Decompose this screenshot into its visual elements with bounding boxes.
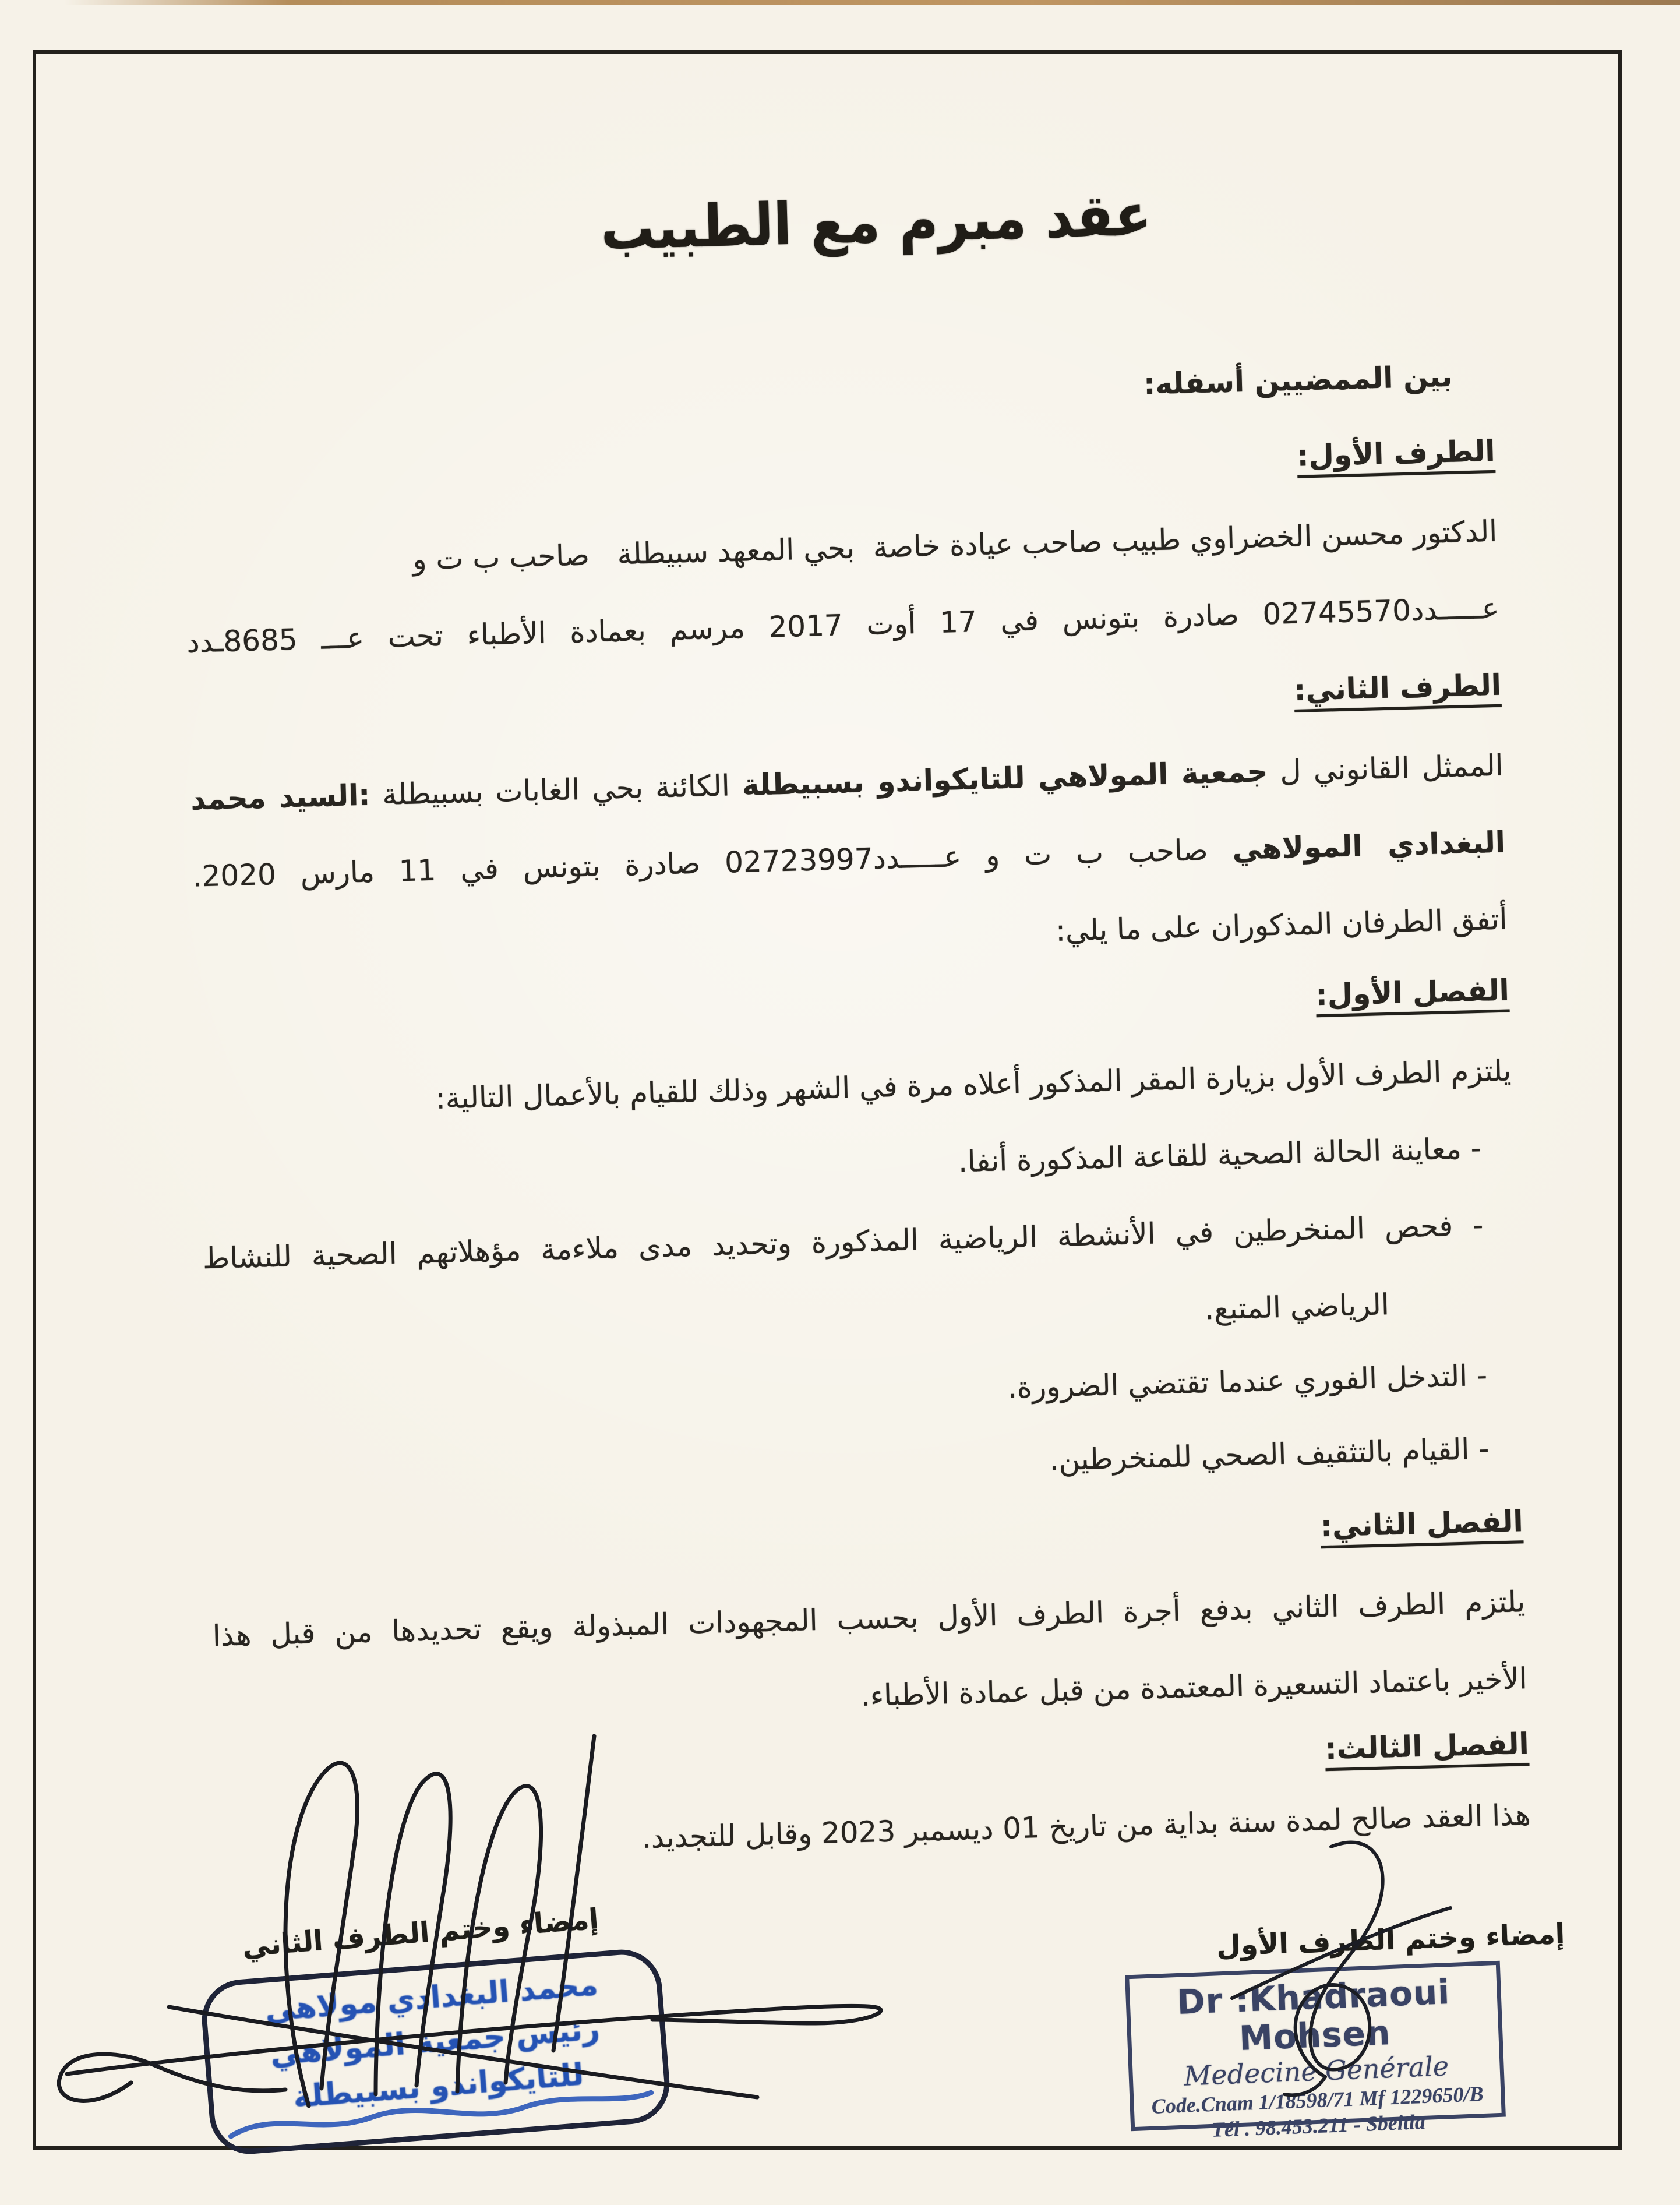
party1-line2: عـــــدد02745570 صادرة بتونس في 17 أوت 2017 مرسم بعمادة الأطباء تحت عـــ 8685ـدد [186, 591, 1500, 659]
stamp-cnam-code: Code.Cnam 1/18598/71 Mf 1229650/B [1150, 2082, 1484, 2118]
chapter1-intro: يلتزم الطرف الأول بزيارة المقر المذكور أعلاه مرة في الشهر وذلك للقيام بالأعمال التالية: [435, 1053, 1512, 1116]
party2-line1-association-name: جمعية المولاهي للتايكواندو بسبيطلة [741, 754, 1269, 802]
first-party-handwritten-signature [1206, 1832, 1456, 2106]
document-title: عقد مبرم مع الطبيب [599, 181, 1152, 263]
stamp-doctor-specialty: Medecine Générale [1183, 2050, 1450, 2092]
party2-heading: الطرف الثاني: [1293, 668, 1502, 708]
stamp-person-title: رئيس جمعية المولاهي [269, 2011, 601, 2073]
chapter1-bullet-2-continuation: الرياضي المتبع. [1204, 1287, 1390, 1326]
chapter1-bullet-2: - فحص المنخرطين في الأنشطة الرياضية المذكورة وتحديد مدى ملاءمة مؤهلاتهم الصحية للنشاط [202, 1208, 1484, 1276]
agreement-line: أتفق الطرفان المذكوران على ما يلي: [1055, 902, 1508, 948]
second-party-handwritten-signature [35, 1733, 909, 2135]
stamp-phone-line: Tél . 98.453.211 - Sbeitla [1211, 2109, 1426, 2142]
chapter2-heading: الفصل الثاني: [1320, 1504, 1524, 1544]
party2-line1-address: الكائنة بحي الغابات بسبيطلة [369, 768, 743, 812]
stamp-association-name: للتايكواندو بسبيطلة [292, 2057, 585, 2115]
scan-top-edge-artifact [64, 0, 1680, 5]
party2-line2-person: البغدادي المولاهي [1231, 825, 1506, 866]
chapter2-line1: يلتزم الطرف الثاني بدفع أجرة الطرف الأول بحسب المجهودات المبذولة ويقع تحديدها من قبل هذا [212, 1585, 1526, 1653]
party2-line1-lead: الممثل القانوني ل [1267, 748, 1504, 789]
chapter1-bullet-4: - القيام بالتثقيف الصحي للمنخرطين. [1049, 1431, 1490, 1477]
stamp-person-name: محمد البغدادي مولاهي [263, 1967, 599, 2028]
party2-line1 [190, 744, 1503, 821]
stamp-doctor-name: Dr :Khadraoui Mohsen [1176, 1972, 1451, 2058]
party2-line2-id-details: صاحب ب ت و عـــــدد02723997 صادرة بتونس في 11 مارس 2020. [192, 832, 1233, 894]
document-body [175, 175, 1532, 1904]
chapter1-bullet-3: - التدخل الفوري عندما تقتضي الضرورة. [1007, 1358, 1488, 1405]
chapter3-line1: هذا العقد صالح لمدة سنة بداية من تاريخ 01 ديسمبر 2023 وقابل للتجديد. [641, 1798, 1531, 1855]
first-party-signature-label: إمضاء وختم الطرف الأول [1216, 1917, 1566, 1963]
party1-line1: الدكتور محسن الخضراوي طبيب صاحب عيادة خاصة بحي المعهد سبيطلة صاحب ب ت و [412, 514, 1498, 577]
second-party-signature-label: إمضاء وختم الطرف الثاني [241, 1903, 600, 1963]
chapter3-heading: الفصل الثالث: [1324, 1727, 1530, 1766]
chapter1-bullet-1: - معاينة الحالة الصحية للقاعة المذكورة أنفا. [958, 1131, 1482, 1179]
party2-line1-person: :السيد محمد [190, 778, 371, 817]
chapter2-line2: الأخير باعتماد التسعيرة المعتمدة من قبل عمادة الأطباء. [860, 1661, 1528, 1713]
intro-line: بين الممضيين أسفله: [1143, 359, 1453, 401]
party1-heading: الطرف الأول: [1296, 433, 1496, 473]
chapter1-heading: الفصل الأول: [1315, 973, 1510, 1012]
party2-line2 [192, 821, 1506, 898]
